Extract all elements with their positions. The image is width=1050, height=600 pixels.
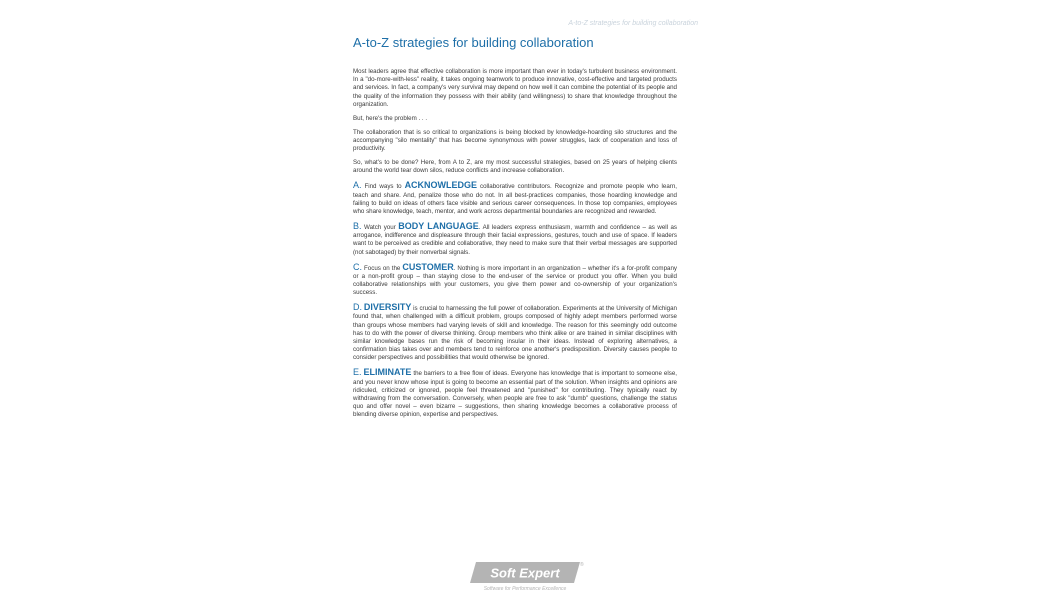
strategy-section-a bbox=[353, 181, 677, 216]
section-text: is crucial to harnessing the full power of collaboration. Experiments at the University of Michigan found that, when challenged with a difficult problem, groups composed of highly adept members performed worse than groups whose members had varying levels of skill and knowledge. The reason for this seemingly odd outcome has to do with the power of diverse thinking. Group members who think alike or are trained in similar disciplines with similar knowledge bases run the risk of becoming insular in their ideas. Instead of exploring alternatives, a confirmation bias takes over and members tend to reinforce one another's predisposition. Diversity causes people to consider perspectives and possibilities that would otherwise be ignored. bbox=[353, 305, 677, 362]
strategy-section-e bbox=[353, 368, 677, 419]
section-keyword: ELIMINATE bbox=[363, 367, 412, 378]
logo-wordmark: Soft Expert bbox=[490, 565, 560, 581]
registered-mark: ® bbox=[580, 562, 584, 568]
intro-paragraph-2: But, here's the problem . . . bbox=[353, 114, 428, 122]
section-text: the barriers to a free flow of ideas. Everyone has knowledge that is important to someone else, and you never know whose input is going to become an essential part of the solution. When insights and opinions are ridiculed, criticized or ignored, people feel threatened and "punished" for contributing. They typically react by withdrawing from the conversation. Conversely, when people are free to ask "dumb" questions, challenge the status quo and offer novel – even bizarre – suggestions, then sharing knowledge becomes a collaborative process of blending diverse opinion, expertise and perspectives. bbox=[353, 370, 677, 419]
section-lead: Focus on the bbox=[362, 264, 403, 272]
section-text: . All leaders express enthusiasm, warmth and confidence – as well as arrogance, indifference and displeasure through their facial expressions, gestures, touch and use of space. If leaders want to be perceived as credible and collaborative, they need to make sure that their verbal messages are supported (not sabotaged) by their nonverbal signals. bbox=[353, 224, 677, 256]
softexpert-logo bbox=[468, 560, 588, 594]
strategy-section-d bbox=[353, 303, 677, 362]
intro-paragraph-3: The collaboration that is so critical to organizations is being blocked by knowledge-hoarding silo structures and the accompanying "silo mentality" that has become synonymous with power struggles, lack of cooperation and loss of productivity. bbox=[353, 128, 677, 153]
section-letter: A. bbox=[353, 180, 362, 191]
running-header: A-to-Z strategies for building collaboration bbox=[568, 20, 698, 27]
section-lead: Find ways to bbox=[361, 183, 405, 191]
section-keyword: CUSTOMER bbox=[402, 261, 454, 272]
section-keyword: DIVERSITY bbox=[363, 302, 412, 313]
section-text: . Nothing is more important in an organization – whether it's a for-profit company or a non-profit group – than staying close to the end-user of the service or product you offer. When you build collaborative relationships with your customers, you give them power and co-ownership of your organization's success. bbox=[353, 264, 677, 297]
logo-tagline: Software for Performance Excellence bbox=[483, 586, 567, 592]
section-letter: B. bbox=[353, 221, 362, 232]
section-text: collaborative contributors. Recognize and promote people who learn, teach and share. And, penalize those who do not. In all best-practices companies, those hoarding knowledge and failing to build on ideas of others face visible and serious career consequences. In those top companies, employees who share knowledge, teach, mentor, and work across departmental boundaries are recognized and rewarded. bbox=[353, 183, 677, 216]
document-body bbox=[353, 68, 677, 425]
intro-paragraph-4: So, what's to be done? Here, from A to Z, are my most successful strategies, based on 25 years of helping clients around the world tear down silos, reduce conflicts and increase collaboration. bbox=[353, 159, 677, 175]
section-keyword: ACKNOWLEDGE bbox=[404, 180, 478, 191]
section-keyword: BODY LANGUAGE bbox=[398, 221, 479, 232]
document-title: A-to-Z strategies for building collaboration bbox=[353, 35, 594, 50]
strategy-section-b bbox=[353, 222, 677, 257]
intro-paragraph-1: Most leaders agree that effective collaboration is more important than ever in today's turbulent business environment. In a "do-more-with-less" reality, it takes ongoing teamwork to produce innovative, cost-effective and targeted products and services. In fact, a company's very survival may depend on how well it can combine the potential of its people and the quality of the information they possess with their ability (and willingness) to share that knowledge throughout the organization. bbox=[353, 68, 677, 108]
section-lead: Watch your bbox=[361, 224, 399, 232]
strategy-section-c bbox=[353, 263, 677, 298]
section-letter: D. bbox=[353, 302, 362, 313]
section-letter: E. bbox=[353, 367, 362, 378]
section-letter: C. bbox=[353, 261, 362, 272]
